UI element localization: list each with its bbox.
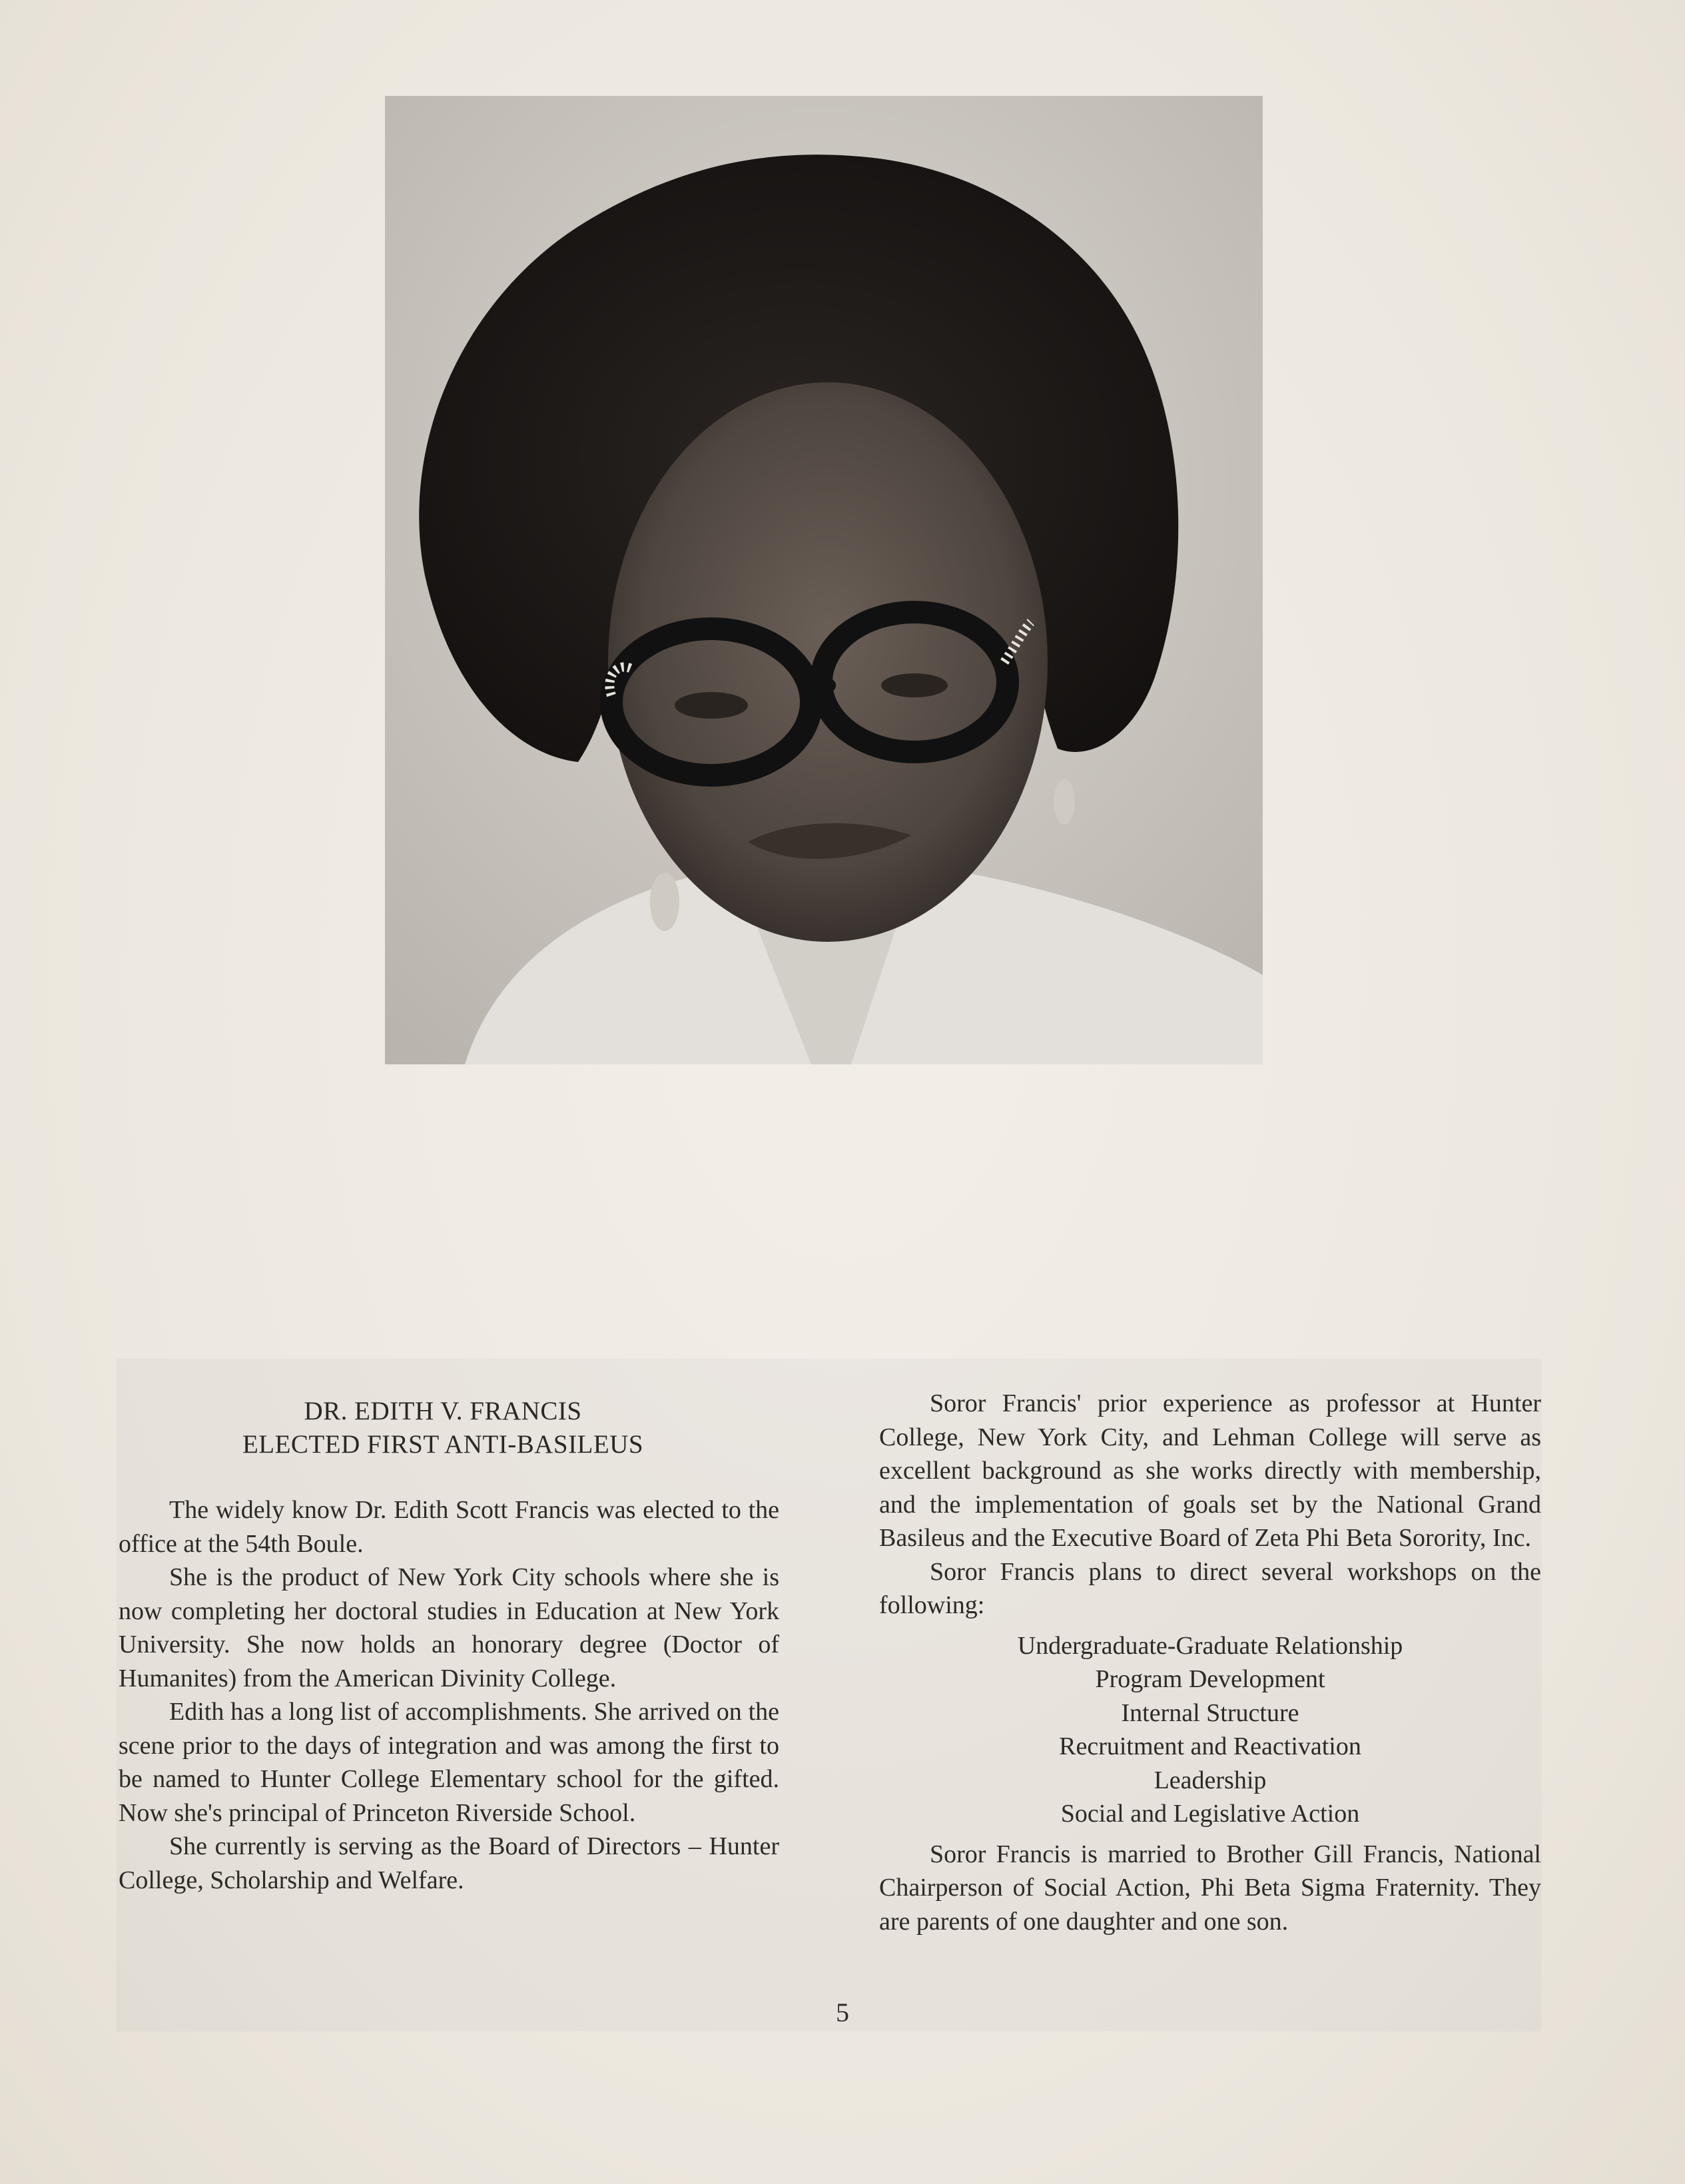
left-paragraph-3: Edith has a long list of accomplishments. She arrived on the scene prior to the days of integration and was among the first to be named to Hunter College Elementary school for the gifted. Now she's principal of Princeton Riverside School. bbox=[119, 1698, 779, 1827]
left-column bbox=[119, 1493, 779, 1897]
right-paragraph-3: Soror Francis is married to Brother Gill Francis, National Chairperson of Social Action, Phi Beta Sigma Fraternity. They are parents of one daughter and one son. bbox=[879, 1840, 1541, 1936]
list-item: Leadership bbox=[1154, 1766, 1267, 1794]
list-item: Recruitment and Reactivation bbox=[1059, 1732, 1361, 1760]
list-item: Program Development bbox=[1095, 1665, 1325, 1693]
headline-line-2: ELECTED FIRST ANTI-BASILEUS bbox=[242, 1430, 644, 1459]
list-item: Internal Structure bbox=[1121, 1698, 1299, 1727]
right-paragraph-2: Soror Francis plans to direct several workshops on the following: bbox=[879, 1557, 1541, 1619]
left-paragraph-2: She is the product of New York City schools where she is now completing her doctoral studies in Education at New York University. She now holds an honorary degree (Doctor of Humanites) from the American Divinity College. bbox=[119, 1563, 779, 1692]
page-number: 5 bbox=[836, 1998, 849, 2027]
left-paragraph-4: She currently is serving as the Board of Directors – Hunter College, Scholarship and Welfare. bbox=[119, 1832, 779, 1894]
right-column bbox=[879, 1387, 1541, 1938]
list-item: Social and Legislative Action bbox=[1060, 1800, 1360, 1828]
right-paragraph-1: Soror Francis' prior experience as professor at Hunter College, New York City, and Lehman College will serve as excellent background as she works directly with membership, and the implementation of goals set by the National Grand Basileus and the Executive Board of Zeta Phi Beta Sorority, Inc. bbox=[879, 1389, 1541, 1552]
portrait-photo bbox=[385, 96, 1263, 1064]
article-headline bbox=[107, 1395, 779, 1461]
headline-line-1: DR. EDITH V. FRANCIS bbox=[304, 1397, 582, 1425]
workshop-list bbox=[879, 1629, 1541, 1831]
list-item: Undergraduate-Graduate Relationship bbox=[1017, 1631, 1403, 1660]
left-paragraph-1: The widely know Dr. Edith Scott Francis was elected to the office at the 54th Boule. bbox=[119, 1496, 779, 1558]
